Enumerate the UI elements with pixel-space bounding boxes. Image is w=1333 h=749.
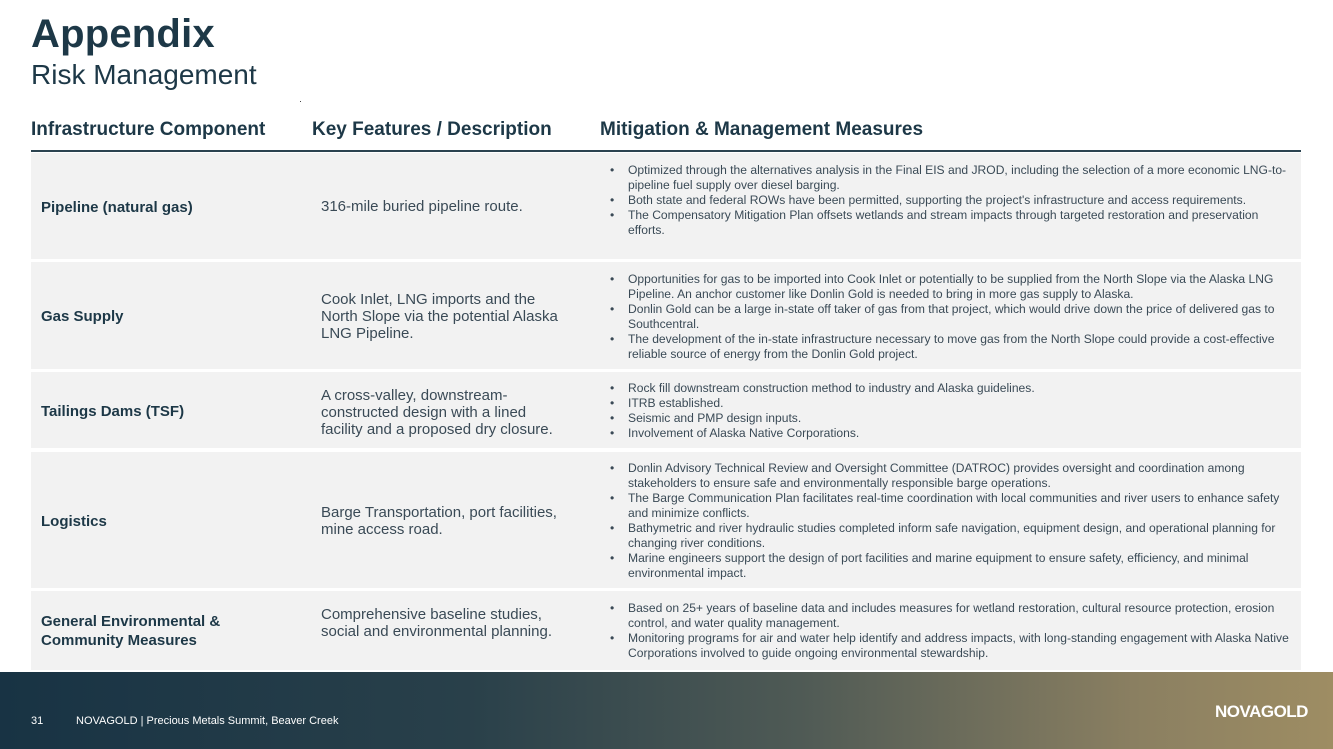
row-description: Cook Inlet, LNG imports and the North Slope via the potential Alaska LNG Pipeline.	[321, 291, 558, 342]
header-divider	[31, 150, 1301, 152]
page-subtitle: Risk Management	[31, 59, 257, 90]
stray-dot	[300, 101, 301, 102]
measure-item: • Donlin Gold can be a large in-state off taker of gas from that project, which would drive down the price of delivered gas to Southcentral.	[610, 302, 1290, 332]
column-header-measures: Mitigation & Management Measures	[600, 119, 924, 140]
measure-item: • Optimized through the alternatives analysis in the Final EIS and JROD, including the selection of a more economic LNG-to-pipeline fuel supply over diesel barging.	[610, 163, 1290, 193]
measure-item: • The Barge Communication Plan facilitates real-time coordination with local communities and river users to enhance safety and minimize conflicts.	[610, 491, 1290, 521]
measure-item: • Seismic and PMP design inputs.	[610, 411, 1290, 426]
row-description: 316-mile buried pipeline route.	[321, 198, 523, 215]
row-measures	[610, 272, 1290, 362]
row-component: Gas Supply	[41, 308, 124, 325]
table-row	[31, 153, 1301, 259]
row-measures	[610, 381, 1290, 441]
page-number: 31	[31, 715, 44, 727]
measure-item: • Both state and federal ROWs have been permitted, supporting the project's infrastructure and access requirements.	[610, 193, 1290, 208]
row-component: Pipeline (natural gas)	[41, 199, 193, 216]
row-measures	[610, 601, 1290, 661]
measure-item: • Marine engineers support the design of port facilities and marine equipment to ensure safety, efficiency, and minimal environmental impact.	[610, 551, 1290, 581]
row-component: General Environmental & Community Measures	[41, 613, 221, 649]
measure-item: • Rock fill downstream construction method to industry and Alaska guidelines.	[610, 381, 1290, 396]
novagold-logo: NOVAGOLD	[1215, 702, 1308, 721]
measure-item: • ITRB established.	[610, 396, 1290, 411]
measure-item: • The Compensatory Mitigation Plan offsets wetlands and stream impacts through targeted restoration and preservation efforts.	[610, 208, 1290, 238]
footer-bar	[0, 672, 1333, 749]
table-row	[31, 372, 1301, 448]
measure-item: • Involvement of Alaska Native Corporations.	[610, 426, 1290, 441]
measure-item: • Based on 25+ years of baseline data and includes measures for wetland restoration, cultural resource protection, erosion control, and water quality management.	[610, 601, 1290, 631]
row-description: Comprehensive baseline studies, social and environmental planning.	[321, 606, 552, 640]
column-header-component: Infrastructure Component	[31, 119, 266, 140]
measure-item: • The development of the in-state infrastructure necessary to move gas from the North Slope could provide a cost-effective reliable source of energy from the Donlin Gold project.	[610, 332, 1290, 362]
table-row	[31, 591, 1301, 670]
table-row	[31, 262, 1301, 369]
row-measures	[610, 461, 1290, 581]
table-row	[31, 452, 1301, 588]
row-description: Barge Transportation, port facilities, mine access road.	[321, 504, 557, 538]
column-header-description: Key Features / Description	[312, 119, 552, 140]
measure-item: • Monitoring programs for air and water help identify and address impacts, with long-standing engagement with Alaska Native Corporations involved to guide ongoing environmental stewardship.	[610, 631, 1290, 661]
row-component: Logistics	[41, 513, 107, 530]
measure-item: • Opportunities for gas to be imported into Cook Inlet or potentially to be supplied from the North Slope via the Alaska LNG Pipeline. An anchor customer like Donlin Gold is needed to bring in more gas supply to Alaska.	[610, 272, 1290, 302]
page-title: Appendix	[31, 12, 215, 56]
measure-item: • Donlin Advisory Technical Review and Oversight Committee (DATROC) provides oversight and coordination among stakeholders to ensure safe and environmentally responsible barge operations.	[610, 461, 1290, 491]
measure-item: • Bathymetric and river hydraulic studies completed inform safe navigation, equipment design, and operational planning for changing river conditions.	[610, 521, 1290, 551]
footer-text: NOVAGOLD | Precious Metals Summit, Beaver Creek	[76, 715, 339, 727]
row-component: Tailings Dams (TSF)	[41, 403, 185, 420]
row-measures	[610, 163, 1290, 238]
row-description: A cross-valley, downstream-constructed design with a lined facility and a proposed dry closure.	[321, 387, 553, 438]
